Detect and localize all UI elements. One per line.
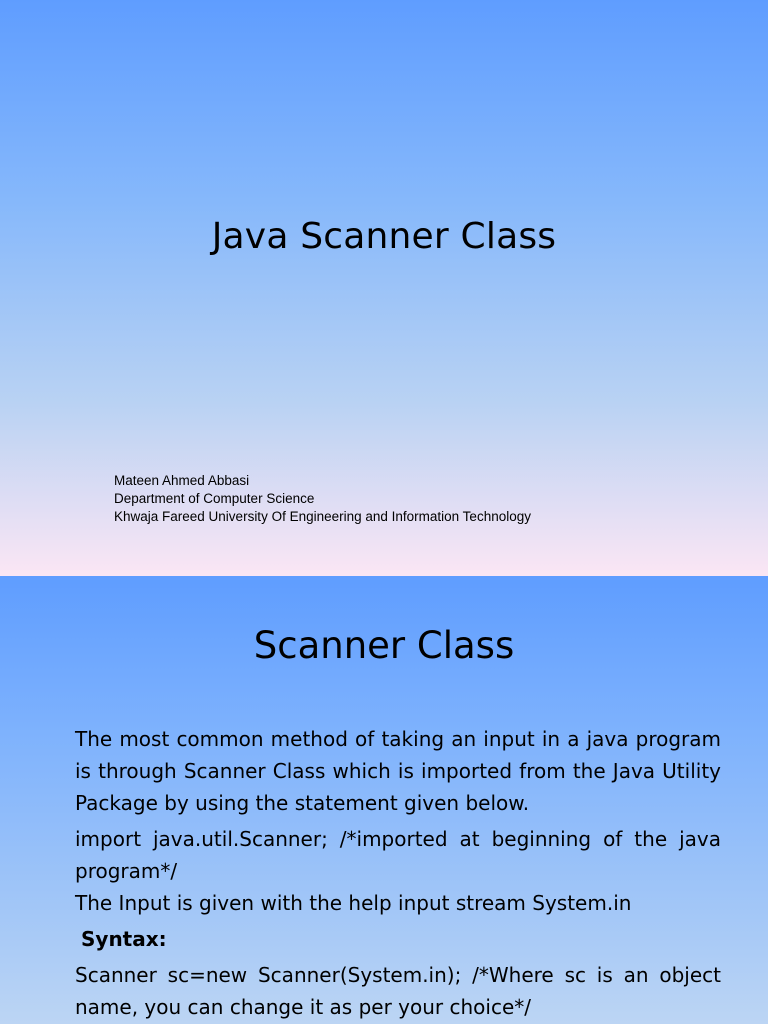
department-name: Department of Computer Science	[114, 491, 315, 506]
syntax-label: Syntax:	[81, 927, 167, 951]
paragraph: The Input is given with the help input stream System.in	[75, 891, 632, 915]
university-name: Khwaja Fareed University Of Engineering and Information Technology	[114, 509, 531, 524]
slide-title: Scanner Class	[253, 624, 515, 667]
content-slide	[0, 576, 768, 1024]
slide-title: Java Scanner Class	[211, 216, 557, 257]
paragraph: import java.util.Scanner; /*imported at beginning of the java program*/	[75, 827, 721, 883]
author-info	[114, 472, 531, 526]
paragraph: Scanner sc=new Scanner(System.in); /*Where sc is an object name, you can change it as per your choice*/	[75, 963, 721, 1019]
author-name: Mateen Ahmed Abbasi	[114, 473, 250, 488]
slide-body	[75, 723, 721, 1023]
paragraph: The most common method of taking an input in a java program is through Scanner Class which is imported from the Java Utility Package by using the statement given below.	[75, 727, 721, 815]
